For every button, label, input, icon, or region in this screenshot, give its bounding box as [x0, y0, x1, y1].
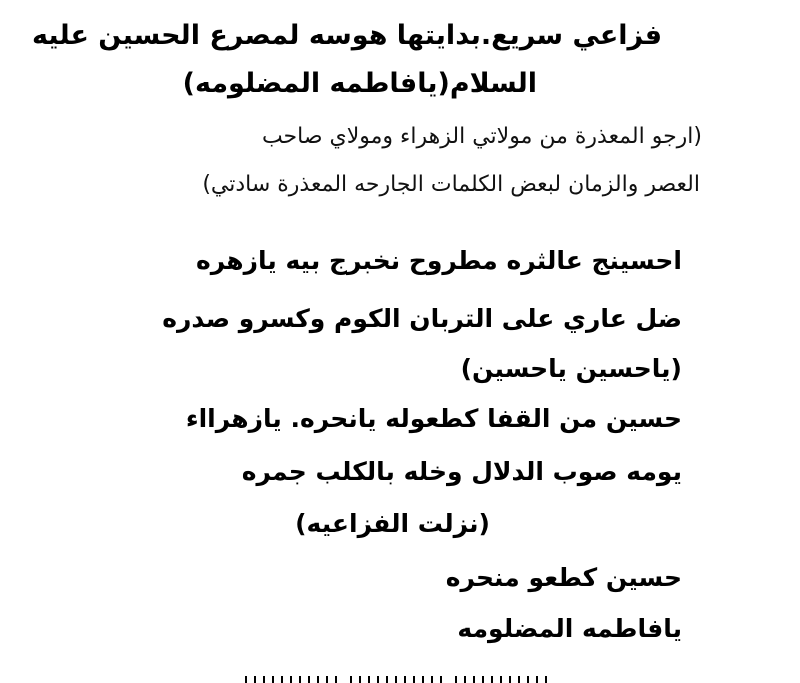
verse-line-3: (ياحسين ياحسين): [460, 354, 682, 383]
verse-line-5: يومه صوب الدلال وخله بالكلب جمره: [241, 457, 682, 486]
separator-dot: [527, 676, 529, 683]
separator-dot: [545, 676, 547, 683]
dotted-separator: [0, 676, 800, 683]
separator-dot: [359, 676, 361, 683]
verse-line-8: يافاطمه المضلومه: [457, 614, 682, 643]
separator-dot: [386, 676, 388, 683]
verse-line-4: حسين من القفا كطعوله يانحره. يازهرااء: [185, 404, 682, 433]
separator-dot: [431, 676, 433, 683]
separator-dot: [455, 676, 457, 683]
separator-dot: [473, 676, 475, 683]
separator-dot: [509, 676, 511, 683]
verse-line-7: حسين كطعو منحره: [445, 563, 682, 592]
separator-dot: [413, 676, 415, 683]
separator-dot: [326, 676, 328, 683]
separator-dot: [281, 676, 283, 683]
separator-dot: [263, 676, 265, 683]
separator-dot: [254, 676, 256, 683]
separator-dot: [350, 676, 352, 683]
separator-dot: [368, 676, 370, 683]
separator-dot: [518, 676, 520, 683]
title-line-1: فزاعي سريع.بدايتها هوسه لمصرع الحسين عليه: [32, 20, 662, 51]
separator-dot: [464, 676, 466, 683]
separator-dot: [245, 676, 247, 683]
separator-dot: [308, 676, 310, 683]
separator-dot: [272, 676, 274, 683]
separator-dot: [395, 676, 397, 683]
separator-dot: [377, 676, 379, 683]
separator-dot: [404, 676, 406, 683]
separator-dot: [422, 676, 424, 683]
note-line-1: (ارجو المعذرة من مولاتي الزهراء ومولاي صاحب: [261, 124, 702, 149]
note-line-2: العصر والزمان لبعض الكلمات الجارحه المعذرة سادتي): [202, 172, 700, 197]
separator-dot: [335, 676, 337, 683]
title-line-2: السلام(يافاطمه المضلومه): [182, 68, 537, 99]
separator-dot: [440, 676, 442, 683]
separator-dot: [491, 676, 493, 683]
separator-dot: [317, 676, 319, 683]
separator-dot: [482, 676, 484, 683]
separator-dot: [536, 676, 538, 683]
verse-line-2: ضل عاري على التربان الكوم وكسرو صدره: [162, 304, 682, 333]
verse-line-1: احسينج عالثره مطروح نخبرج بيه يازهره: [195, 246, 682, 275]
separator-dot: [500, 676, 502, 683]
verse-line-6: (نزلت الفزاعيه): [295, 509, 490, 538]
separator-dot: [299, 676, 301, 683]
separator-dot: [290, 676, 292, 683]
